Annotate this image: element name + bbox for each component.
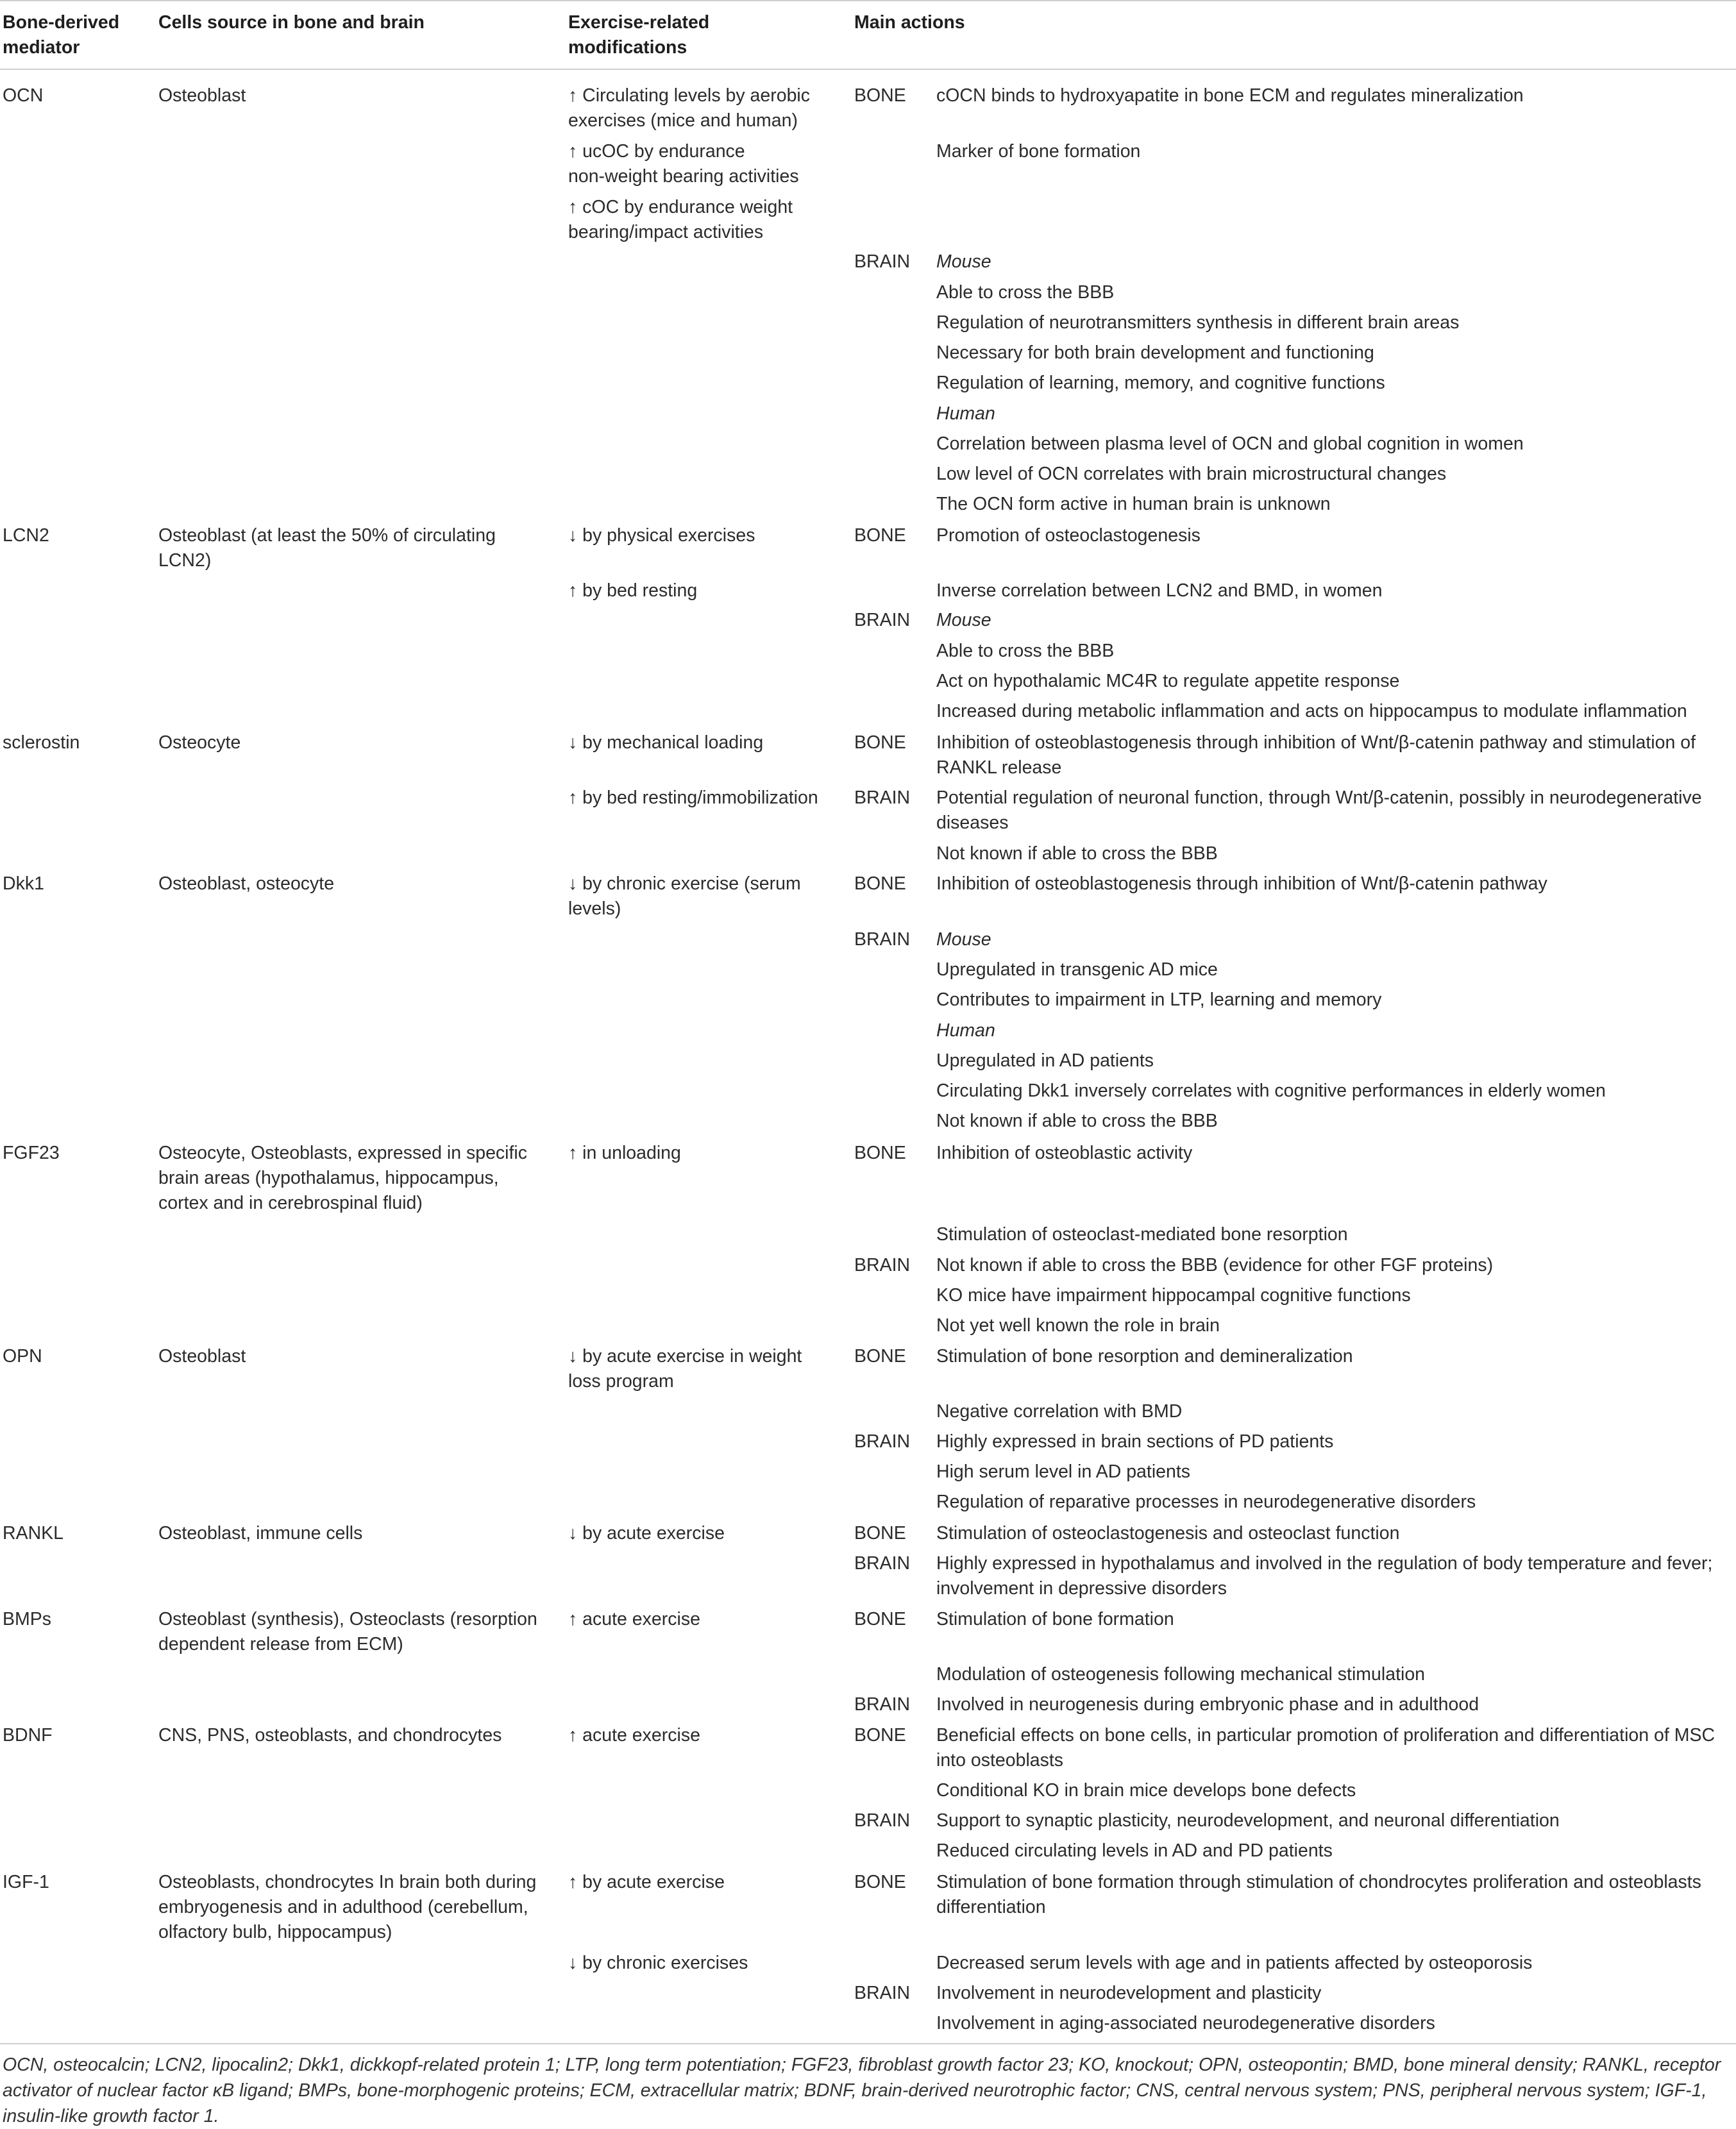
exercise-line: ↑ cOC by endurance weight xyxy=(568,197,793,217)
exercise-line: ↓ by physical exercises xyxy=(568,525,755,546)
exercise-line: ↑ Circulating levels by aerobic xyxy=(568,85,810,106)
exercise-line: ↑ ucOC by endurance xyxy=(568,141,745,162)
bottom-rule xyxy=(0,2043,1736,2044)
action-line: High serum level in AD patients xyxy=(936,1461,1191,1482)
organ-label: BRAIN xyxy=(854,1694,911,1715)
header-mediator-line2: mediator xyxy=(3,37,80,58)
species-label: Mouse xyxy=(936,251,991,272)
organ-label: BRAIN xyxy=(854,1255,911,1275)
action-line: Involvement in neurodevelopment and plasticity xyxy=(936,1983,1322,2003)
top-rule xyxy=(0,0,1736,1)
action-line: Stimulation of bone resorption and demineralization xyxy=(936,1346,1353,1367)
mediator-cell: OPN xyxy=(3,1346,42,1367)
exercise-line: ↑ by bed resting/immobilization xyxy=(568,787,818,808)
organ-label: BONE xyxy=(854,1523,906,1544)
mediator-cell: BMPs xyxy=(3,1609,52,1629)
mediator-cell: RANKL xyxy=(3,1523,64,1544)
cell-source-line: dependent release from ECM) xyxy=(158,1634,403,1654)
action-line: Act on hypothalamic MC4R to regulate appetite response xyxy=(936,671,1400,691)
exercise-line: levels) xyxy=(568,898,621,919)
action-line: Not yet well known the role in brain xyxy=(936,1315,1220,1336)
organ-label: BONE xyxy=(854,525,906,546)
action-line: Increased during metabolic inflammation and acts on hippocampus to modulate inflammation xyxy=(936,701,1687,721)
action-line: KO mice have impairment hippocampal cognitive functions xyxy=(936,1285,1411,1306)
organ-label: BRAIN xyxy=(854,1983,911,2003)
action-line: Stimulation of bone formation through stimulation of chondrocytes proliferation and osteoblasts xyxy=(936,1872,1701,1892)
mediator-cell: FGF23 xyxy=(3,1143,60,1163)
header-exercise-line2: modifications xyxy=(568,37,687,58)
exercise-line: loss program xyxy=(568,1371,674,1392)
header-actions: Main actions xyxy=(854,12,965,33)
cell-source-line: Osteoblast (synthesis), Osteoclasts (resorption xyxy=(158,1609,537,1629)
action-line: Contributes to impairment in LTP, learning and memory xyxy=(936,989,1382,1010)
exercise-line: ↑ in unloading xyxy=(568,1143,681,1163)
action-line: Decreased serum levels with age and in patients affected by osteoporosis xyxy=(936,1953,1533,1973)
mediator-cell: Dkk1 xyxy=(3,873,44,894)
cell-source-line: Osteoblast, immune cells xyxy=(158,1523,363,1544)
action-line: Highly expressed in hypothalamus and involved in the regulation of body temperature and fever; xyxy=(936,1553,1713,1574)
action-line: Able to cross the BBB xyxy=(936,282,1115,303)
action-line: Stimulation of osteoclast-mediated bone resorption xyxy=(936,1224,1348,1245)
cell-source-line: Osteocyte xyxy=(158,732,241,753)
cell-source-line: Osteoblast, osteocyte xyxy=(158,873,335,894)
action-line: Conditional KO in brain mice develops bone defects xyxy=(936,1780,1356,1801)
exercise-line: ↓ by acute exercise in weight xyxy=(568,1346,802,1367)
species-label: Mouse xyxy=(936,929,991,950)
species-label: Human xyxy=(936,1020,995,1041)
organ-label: BONE xyxy=(854,1346,906,1367)
cell-source-line: CNS, PNS, osteoblasts, and chondrocytes xyxy=(158,1725,502,1746)
cell-source-line: cortex and in cerebrospinal fluid) xyxy=(158,1193,423,1213)
cell-source-line: Osteoblasts, chondrocytes In brain both during xyxy=(158,1872,537,1892)
action-line: Regulation of reparative processes in neurodegenerative disorders xyxy=(936,1492,1476,1512)
mediator-cell: OCN xyxy=(3,85,44,106)
action-line: Inhibition of osteoblastogenesis through inhibition of Wnt/β-catenin pathway xyxy=(936,873,1547,894)
organ-label: BRAIN xyxy=(854,610,911,630)
header-cells: Cells source in bone and brain xyxy=(158,12,425,33)
exercise-line: bearing/impact activities xyxy=(568,222,764,242)
organ-label: BONE xyxy=(854,1143,906,1163)
action-line: Marker of bone formation xyxy=(936,141,1141,162)
exercise-line: ↓ by mechanical loading xyxy=(568,732,764,753)
action-line: Not known if able to cross the BBB xyxy=(936,843,1218,864)
footnote: OCN, osteocalcin; LCN2, lipocalin2; Dkk1, dickkopf-related protein 1; LTP, long term potentiation; FGF23, fibroblast growth factor 23; KO, knockout; OPN, osteopontin; BMD, bone mineral density; RANKL, receptor activator of nuclear factor κB ligand; BMPs, bone-morphogenic proteins; ECM, extracellular matrix; BDNF, brain-derived neurotrophic factor; CNS, central nervous system; PNS, peripheral nervous system; IGF-1, insulin-like growth factor 1. xyxy=(3,2055,1721,2126)
header-exercise-line1: Exercise-related xyxy=(568,12,710,33)
action-line: Promotion of osteoclastogenesis xyxy=(936,525,1201,546)
action-line: diseases xyxy=(936,812,1009,833)
header-mediator-line1: Bone-derived xyxy=(3,12,120,33)
action-line: Support to synaptic plasticity, neurodevelopment, and neuronal differentiation xyxy=(936,1810,1560,1831)
action-line: Upregulated in AD patients xyxy=(936,1050,1154,1071)
species-label: Mouse xyxy=(936,610,991,630)
action-line: Inverse correlation between LCN2 and BMD, in women xyxy=(936,580,1383,601)
exercise-line: ↑ by acute exercise xyxy=(568,1872,725,1892)
organ-label: BONE xyxy=(854,1872,906,1892)
mediator-cell: sclerostin xyxy=(3,732,80,753)
organ-label: BONE xyxy=(854,1609,906,1629)
organ-label: BONE xyxy=(854,85,906,106)
action-line: Able to cross the BBB xyxy=(936,641,1115,661)
cell-source-line: Osteocyte, Osteoblasts, expressed in specific xyxy=(158,1143,528,1163)
action-line: Negative correlation with BMD xyxy=(936,1401,1183,1422)
action-line: Regulation of neurotransmitters synthesis in different brain areas xyxy=(936,312,1460,333)
mediator-cell: BDNF xyxy=(3,1725,53,1746)
organ-label: BRAIN xyxy=(854,1431,911,1452)
action-line: Reduced circulating levels in AD and PD patients xyxy=(936,1840,1333,1861)
exercise-line: ↑ acute exercise xyxy=(568,1609,700,1629)
organ-label: BRAIN xyxy=(854,929,911,950)
cell-source-line: brain areas (hypothalamus, hippocampus, xyxy=(158,1168,499,1188)
action-line: Upregulated in transgenic AD mice xyxy=(936,959,1218,980)
action-line: Involvement in aging-associated neurodegenerative disorders xyxy=(936,2013,1435,2033)
organ-label: BRAIN xyxy=(854,787,911,808)
organ-label: BONE xyxy=(854,732,906,753)
exercise-line: ↓ by chronic exercise (serum xyxy=(568,873,801,894)
action-line: Potential regulation of neuronal function, through Wnt/β-catenin, possibly in neurodegenerative xyxy=(936,787,1702,808)
organ-label: BRAIN xyxy=(854,251,911,272)
action-line: cOCN binds to hydroxyapatite in bone ECM and regulates mineralization xyxy=(936,85,1524,106)
action-line: involvement in depressive disorders xyxy=(936,1578,1227,1599)
header-rule xyxy=(0,69,1736,70)
action-line: Circulating Dkk1 inversely correlates with cognitive performances in elderly women xyxy=(936,1081,1606,1101)
action-line: Inhibition of osteoblastic activity xyxy=(936,1143,1193,1163)
header-mediator xyxy=(3,10,119,60)
cell-source-line: Osteoblast xyxy=(158,85,246,106)
exercise-line: ↓ by acute exercise xyxy=(568,1523,725,1544)
action-line: Modulation of osteogenesis following mechanical stimulation xyxy=(936,1664,1426,1685)
cell-source-line: LCN2) xyxy=(158,550,212,571)
mediator-cell: IGF-1 xyxy=(3,1872,49,1892)
action-line: Not known if able to cross the BBB (evidence for other FGF proteins) xyxy=(936,1255,1494,1275)
action-line: Low level of OCN correlates with brain microstructural changes xyxy=(936,464,1447,484)
organ-label: BONE xyxy=(854,1725,906,1746)
action-line: Stimulation of bone formation xyxy=(936,1609,1174,1629)
exercise-line: ↓ by chronic exercises xyxy=(568,1953,748,1973)
cell-source-line: Osteoblast xyxy=(158,1346,246,1367)
cell-source-line: Osteoblast (at least the 50% of circulating xyxy=(158,525,496,546)
organ-label: BONE xyxy=(854,873,906,894)
organ-label: BRAIN xyxy=(854,1810,911,1831)
action-line: Stimulation of osteoclastogenesis and osteoclast function xyxy=(936,1523,1400,1544)
species-label: Human xyxy=(936,403,995,424)
action-line: Highly expressed in brain sections of PD patients xyxy=(936,1431,1334,1452)
action-line: RANKL release xyxy=(936,757,1062,778)
cell-source-line: olfactory bulb, hippocampus) xyxy=(158,1922,392,1942)
header-exercise xyxy=(568,10,709,60)
exercise-line: ↑ acute exercise xyxy=(568,1725,700,1746)
action-line: differentiation xyxy=(936,1897,1046,1917)
action-line: Beneficial effects on bone cells, in particular promotion of proliferation and differentiation of MSC xyxy=(936,1725,1715,1746)
action-line: Correlation between plasma level of OCN and global cognition in women xyxy=(936,433,1524,454)
cell-source-line: embryogenesis and in adulthood (cerebellum, xyxy=(158,1897,528,1917)
action-line: Involved in neurogenesis during embryonic phase and in adulthood xyxy=(936,1694,1479,1715)
action-line: Regulation of learning, memory, and cognitive functions xyxy=(936,373,1385,393)
exercise-line: ↑ by bed resting xyxy=(568,580,698,601)
action-line: Inhibition of osteoblastogenesis through inhibition of Wnt/β-catenin pathway and stimulation of xyxy=(936,732,1696,753)
organ-label: BRAIN xyxy=(854,1553,911,1574)
action-line: Necessary for both brain development and functioning xyxy=(936,342,1374,363)
exercise-line: exercises (mice and human) xyxy=(568,110,798,131)
action-line: into osteoblasts xyxy=(936,1750,1064,1771)
action-line: Not known if able to cross the BBB xyxy=(936,1111,1218,1131)
mediator-cell: LCN2 xyxy=(3,525,49,546)
action-line: The OCN form active in human brain is unknown xyxy=(936,494,1331,514)
exercise-line: non-weight bearing activities xyxy=(568,166,799,187)
